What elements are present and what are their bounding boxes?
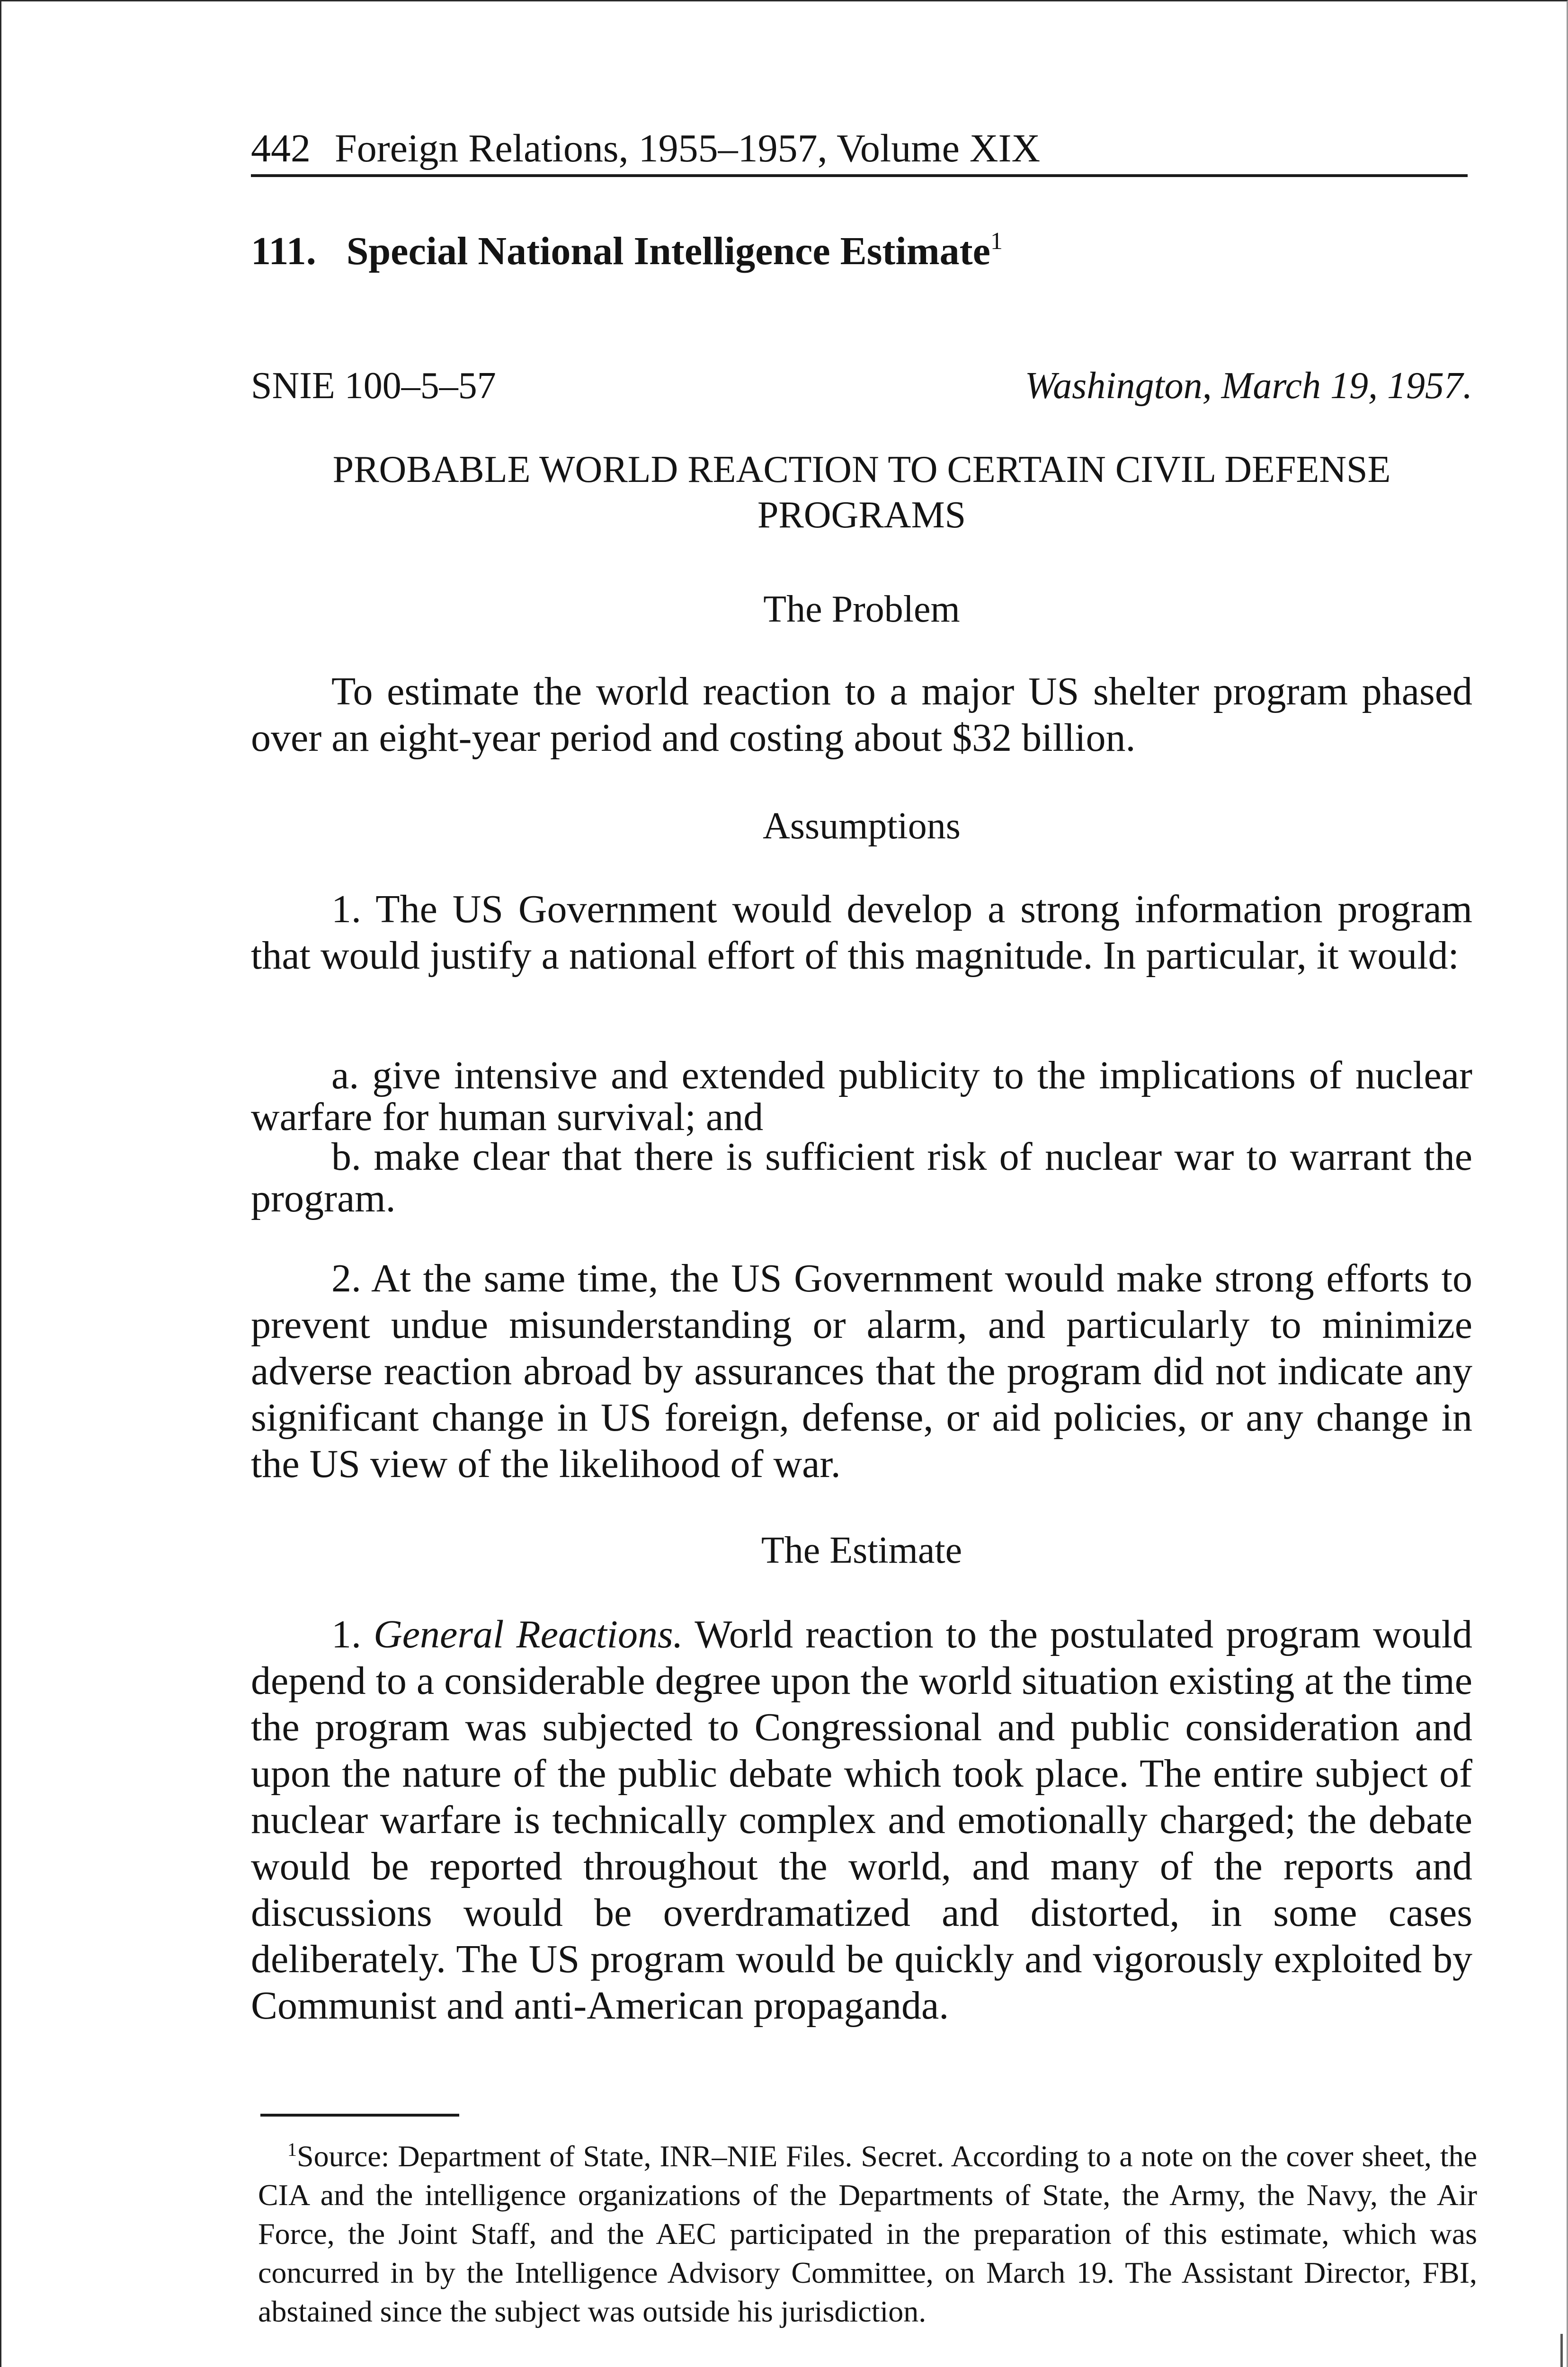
footnote-reference: 1 (990, 228, 1003, 255)
document-heading (251, 227, 1003, 274)
document-number: 111. (251, 229, 316, 273)
snie-number: SNIE 100–5–57 (251, 365, 496, 407)
estimate-1-number: 1. (331, 1612, 361, 1656)
scan-edge-mark (1560, 2334, 1563, 2367)
assumptions-heading: Assumptions (763, 805, 961, 847)
document-title: Special National Intelligence Estimate (346, 229, 990, 273)
assumption-1a: a. give intensive and extended publicity to the implications of nuclear warfare for human survival; and (251, 1053, 1472, 1139)
assumption-1b: b. make clear that there is sufficient risk of nuclear war to warrant the program. (251, 1135, 1472, 1220)
assumption-1: 1. The US Government would develop a strong information program that would justify a national effort of this magnitude. In particular, it would: (251, 887, 1472, 978)
page-number: 442 (251, 126, 311, 170)
footnote (258, 2130, 1477, 2331)
footnote-rule (260, 2114, 459, 2117)
estimate-1-text: World reaction to the postulated program would depend to a considerable degree upon the world situation existing at the time the program was subjected to Congressional and public consideration and upon the nature of the public debate which took place. The entire subject of nuclear warfare is technically complex and emotionally charged; the debate would be reported throughout the world, and many of the reports and discussions would be overdramatized and distorted, in some cases deliberately. The US program would be quickly and vigorously exploited by Communist and anti-American propaganda. (251, 1612, 1472, 2028)
problem-paragraph: To estimate the world reaction to a major US shelter program phased over an eight-year period and costing about $32 billion. (251, 669, 1472, 760)
estimate-1-label: General Reactions. (374, 1612, 683, 1656)
footnote-marker: 1 (287, 2139, 297, 2160)
estimate-1 (251, 1611, 1472, 2029)
place-date: Washington, March 19, 1957. (1025, 365, 1472, 407)
assumption-2: 2. At the same time, the US Government would make strong efforts to prevent undue misunderstanding or alarm, and particularly to minimize adverse reaction abroad by assurances that the program did not indicate any significant change in US foreign, defense, or aid policies, or any change in the US view of the likelihood of war. (251, 1256, 1472, 1486)
running-head (251, 126, 1468, 177)
problem-heading: The Problem (763, 588, 960, 630)
document-meta (251, 365, 1472, 408)
estimate-heading: The Estimate (761, 1530, 962, 1571)
main-title (251, 447, 1472, 538)
main-title-line-1: PROBABLE WORLD REACTION TO CERTAIN CIVIL DEFENSE (332, 449, 1391, 490)
main-title-line-2: PROGRAMS (757, 494, 966, 536)
series-title: Foreign Relations, 1955–1957, Volume XIX (335, 126, 1041, 170)
footnote-text: Source: Department of State, INR–NIE Files. Secret. According to a note on the cover sheet, the CIA and the intelligence organizations of the Departments of State, the Army, the Navy, the Air Force, the Joint Staff, and the AEC participated in the preparation of this estimate, which was concurred in by the Intelligence Advisory Committee, on March 19. The Assistant Director, FBI, abstained since the subject was outside his jurisdiction. (258, 2139, 1477, 2328)
